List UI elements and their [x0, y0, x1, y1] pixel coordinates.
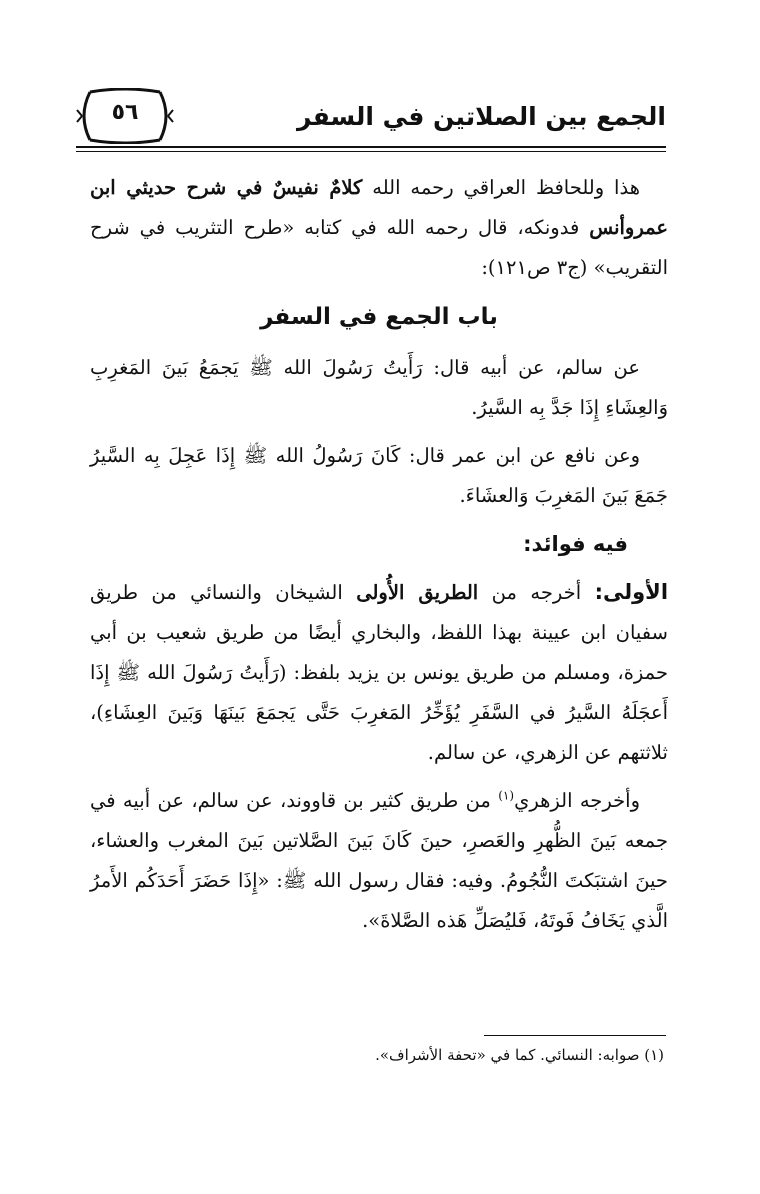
intro-bold-name: وأنس [589, 216, 635, 239]
intro-paragraph [90, 168, 668, 288]
page-number-badge [76, 88, 174, 144]
second-text-a: وأخرجه الزهري [514, 789, 641, 812]
first-benefit-paragraph [90, 572, 668, 773]
hadith-2: وعن نافع عن ابن عمر قال: كَانَ رَسُولُ الله ﷺ إِذَا عَجِلَ بِه السَّيرُ جَمَعَ بَينَ المَغرِبَ وَالعشَاءَ. [90, 444, 668, 507]
second-paragraph [90, 781, 668, 941]
first-benefit-bold: الطريق الأُولى [356, 581, 479, 604]
intro-text-rest: فدونكه، قال رحمه الله في كتابه «طرح التثريب في شرح التقريب» (ج٣ ص١٢١): [90, 216, 668, 279]
first-benefit-text-a: أخرجه من [478, 581, 595, 604]
second-text-b: من طريق كثير بن قاووند، عن سالم، عن أبيه في جمعه بَينَ الظُّهرِ والعَصرِ، حينَ كَانَ بَينَ الصَّلاتين بَينَ المغرب والعشاء، حينَ اشتبَكتَ النُّجُومُ. وفيه: فقال رسول الله ﷺ: «إِذَا حَضَرَ أَحَدَكُم الأَمرُ الَّذي يَخَافُ فَوتَهُ، فَليُصَلِّ هَذه الصَّلاةَ». [90, 789, 668, 932]
running-title: الجمع بين الصلاتين في السفر [297, 102, 666, 131]
header-rule-thin [76, 151, 666, 152]
fawaid-heading: فيه فوائد: [523, 532, 628, 556]
footnote-reference[interactable]: (١) [498, 788, 515, 803]
page-body [90, 168, 668, 949]
footnote-rule [484, 1035, 666, 1036]
page-number: ٥٦ [111, 100, 139, 125]
intro-bold-phrase: كلامٌ نفيسٌ في شرح حديثي ابن عمر [90, 176, 668, 239]
intro-text: هذا وللحافظ العراقي رحمه الله [362, 176, 640, 199]
header-rule-thick [76, 146, 666, 148]
first-benefit-lead: الأولى: [594, 580, 669, 604]
footnote: (١) صوابه: النسائي. كما في «تحفة الأشراف». [375, 1046, 664, 1064]
section-title: باب الجمع في السفر [260, 304, 498, 330]
hadith-1: عن سالم، عن أبيه قال: رَأَيتُ رَسُولَ الله ﷺ يَجمَعُ بَينَ المَغرِبِ وَالعِشَاءِ إِذَا جَدَّ بِه السَّيرُ. [90, 356, 668, 419]
first-benefit-text-b: الشيخان والنسائي من طريق سفيان ابن عيينة بهذا اللفظ، والبخاري أيضًا من طريق شعيب بن أبي حمزة، ومسلم من طريق يونس بن يزيد بلفظ: (رَأَيتُ رَسُولَ الله ﷺ إِذَا أَعجَلَهُ السَّيرُ في السَّفَرِ يُؤَخِّرُ المَغرِبَ حَتَّى يَجمَعَ بَينَهَا وَبَينَ العِشَاءِ)، ثلاثتهم عن الزهري، عن سالم. [90, 581, 668, 764]
page-header [76, 88, 666, 148]
